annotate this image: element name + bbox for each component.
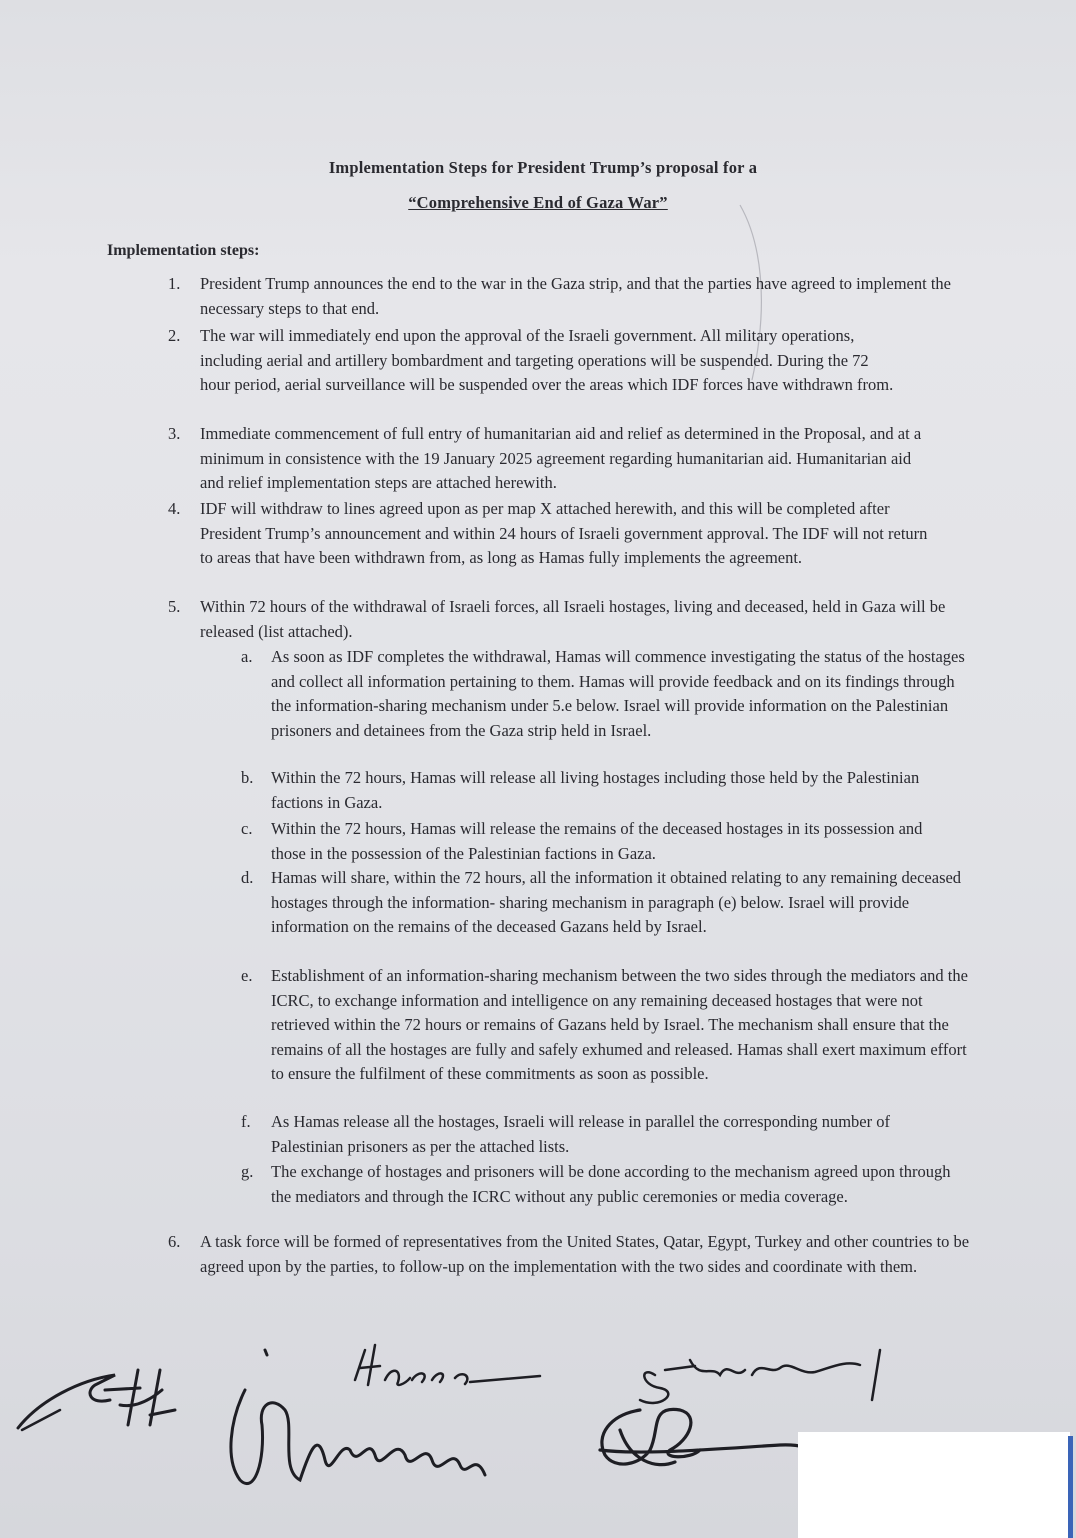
signature-4: [640, 1350, 880, 1403]
item-number: 2.: [168, 326, 181, 345]
item-text: A task force will be formed of representatives from the United States, Qatar, Egypt, Turkey and other countries to be agreed upon by the parties, to follow-up on the implementation with the two sides and coordinate with them.: [200, 1232, 970, 1276]
list-item: [168, 324, 900, 398]
list-item: [168, 422, 930, 496]
item-text: President Trump announces the end to the war in the Gaza strip, and that the parties have agreed to implement the necessary steps to that end.: [200, 274, 951, 318]
list-item: [168, 272, 970, 321]
list-item: [168, 497, 940, 571]
document-title-line-2: “Comprehensive End of Gaza War”: [408, 193, 668, 212]
sub-item-text: As soon as IDF completes the withdrawal, Hamas will commence investigating the status of the hostages and collect all information pertaining to them. Hamas will provide feedback and on its findings through the information-sharing mechanism under 5.e below. Israel will provide information on the Palestinian prisoners and detainees from the Gaza strip held in Israel.: [271, 647, 965, 740]
sub-item-text: Within the 72 hours, Hamas will release all living hostages including those held by the Palestinian factions in Gaza.: [271, 768, 920, 812]
sub-list-item: [241, 645, 971, 743]
signature-1: [18, 1370, 175, 1430]
item-number: 4.: [168, 499, 181, 518]
item-number: 5.: [168, 597, 181, 616]
signature-3: [355, 1345, 540, 1385]
sub-item-text: Hamas will share, within the 72 hours, all the information it obtained relating to any remaining deceased hostages through the information- sharing mechanism in paragraph (e) below. Israel will provide information on the remains of the deceased Gazans held by Israel.: [271, 868, 962, 936]
sub-item-letter: g.: [241, 1162, 254, 1181]
sub-list-item: [241, 866, 971, 940]
list-item: [168, 595, 960, 644]
item-text: Within 72 hours of the withdrawal of Israeli forces, all Israeli hostages, living and deceased, held in Gaza will be released (list attached).: [200, 597, 946, 641]
item-text: Immediate commencement of full entry of humanitarian aid and relief as determined in the Proposal, and at a minimum in consistence with the 19 January 2025 agreement regarding humanitarian aid. Humanitarian aid and relief implementation steps are attached herewith.: [200, 424, 922, 492]
item-text: IDF will withdraw to lines agreed upon as per map X attached herewith, and this will be completed after President Trump’s announcement and within 24 hours of Israeli government approval. The IDF will not return to areas that have been withdrawn from, as long as Hamas fully implements the agreement.: [200, 499, 928, 567]
sub-item-letter: f.: [241, 1112, 251, 1131]
signature-5: [600, 1409, 820, 1464]
document-title-line-1: Implementation Steps for President Trump’s proposal for a: [328, 158, 758, 177]
sub-list-item: [241, 766, 971, 815]
item-number: 6.: [168, 1232, 181, 1251]
screen-edge-line: [1068, 1436, 1073, 1538]
sub-list-item: [241, 964, 971, 1087]
sub-list-item: [241, 817, 951, 866]
sub-item-letter: d.: [241, 868, 254, 887]
sub-item-letter: a.: [241, 647, 253, 666]
sub-item-text: Establishment of an information-sharing mechanism between the two sides through the mediators and the ICRC, to exchange information and intelligence on any remaining deceased hostages that were not retrieved within the 72 hours or remains of Gazans held by Israel. The mechanism shall ensure that the remains of all the hostages are fully and safely exhumed and released. Hamas shall exert maximum effort to ensure the fulfilment of these commitments as soon as possible.: [271, 966, 968, 1083]
steps-heading: Implementation steps:: [107, 242, 260, 259]
item-text: The war will immediately end upon the approval of the Israeli government. All military operations, including aerial and artillery bombardment and targeting operations will be suspended. During the 72 hour period, aerial surveillance will be suspended over the areas which IDF forces have withdrawn from.: [200, 326, 894, 394]
sub-item-letter: c.: [241, 819, 253, 838]
blank-corner-patch: [798, 1432, 1070, 1538]
sub-item-text: As Hamas release all the hostages, Israeli will release in parallel the corresponding number of Palestinian prisoners as per the attached lists.: [271, 1112, 890, 1156]
list-item: [168, 1230, 970, 1279]
sub-item-letter: b.: [241, 768, 254, 787]
sub-item-letter: e.: [241, 966, 253, 985]
sub-item-text: The exchange of hostages and prisoners will be done according to the mechanism agreed upon through the mediators and through the ICRC without any public ceremonies or media coverage.: [271, 1162, 951, 1206]
sub-list-item: [241, 1110, 951, 1159]
sub-list-item: [241, 1160, 951, 1209]
item-number: 3.: [168, 424, 181, 443]
item-number: 1.: [168, 274, 181, 293]
sub-item-text: Within the 72 hours, Hamas will release the remains of the deceased hostages in its possession and those in the possession of the Palestinian factions in Gaza.: [271, 819, 923, 863]
